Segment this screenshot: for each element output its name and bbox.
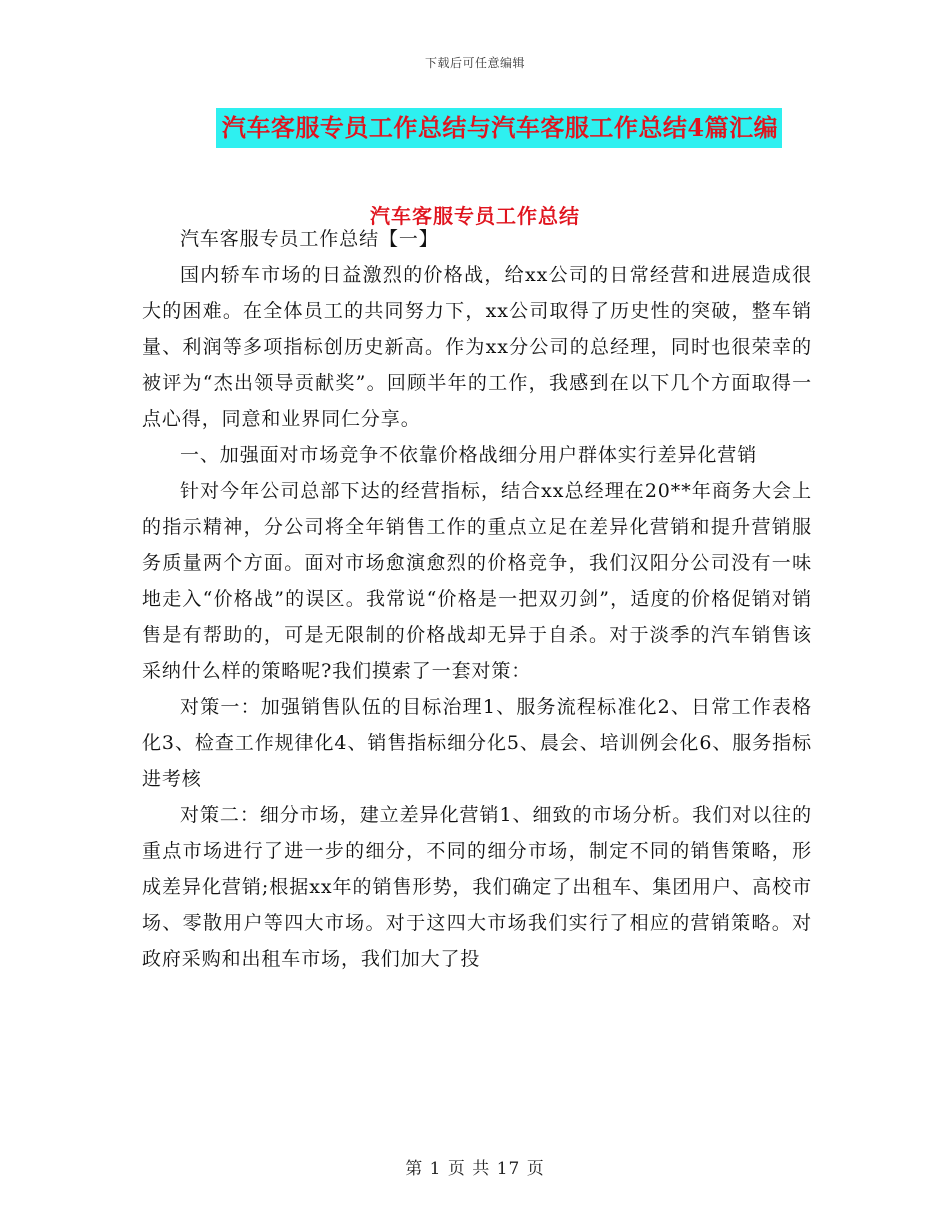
document-title-container [0, 108, 950, 148]
section-title: 汽车客服专员工作总结 [370, 204, 580, 228]
paragraph: 针对今年公司总部下达的经营指标，结合xx总经理在20**年商务大会上的指示精神，分公司将全年销售工作的重点立足在差异化营销和提升营销服务质量两个方面。面对市场愈演愈烈的价格竞争，我们汉阳分公司没有一味地走入“价格战”的误区。我常说“价格是一把双刃剑”，适度的价格促销对销售是有帮助的，可是无限制的价格战却无异于自杀。对于淡季的汽车销售该采纳什么样的策略呢?我们摸索了一套对策： [142, 480, 812, 682]
paragraph: 国内轿车市场的日益激烈的价格战，给xx公司的日常经营和进展造成很大的困难。在全体员工的共同努力下，xx公司取得了历史性的突破，整车销量、利润等多项指标创历史新高。作为xx分公司的总经理，同时也很荣幸的被评为“杰出领导贡献奖”。回顾半年的工作，我感到在以下几个方面取得一点心得，同意和业界同仁分享。 [142, 264, 812, 430]
paragraph-heading: 一、加强面对市场竞争不依靠价格战细分用户群体实行差异化营销 [180, 444, 758, 466]
paragraph: 对策二：细分市场，建立差异化营销1、细致的市场分析。我们对以往的重点市场进行了进一步的细分，不同的细分市场，制定不同的销售策略，形成差异化营销;根据xx年的销售形势，我们确定了出租车、集团用户、高校市场、零散用户等四大市场。对于这四大市场我们实行了相应的营销策略。对政府采购和出租车市场，我们加大了投 [142, 804, 812, 970]
header-note: 下载后可任意编辑 [424, 56, 525, 70]
document-body [142, 221, 812, 977]
paragraph: 对策一：加强销售队伍的目标治理1、服务流程标准化2、日常工作表格化3、检查工作规律化4、销售指标细分化5、晨会、培训例会化6、服务指标进考核 [142, 696, 812, 790]
document-title: 汽车客服专员工作总结与汽车客服工作总结4篇汇编 [216, 108, 782, 148]
paragraph-subheading: 汽车客服专员工作总结【一】 [180, 228, 439, 250]
page-footer: 第 1 页 共 17 页 [405, 1159, 545, 1179]
